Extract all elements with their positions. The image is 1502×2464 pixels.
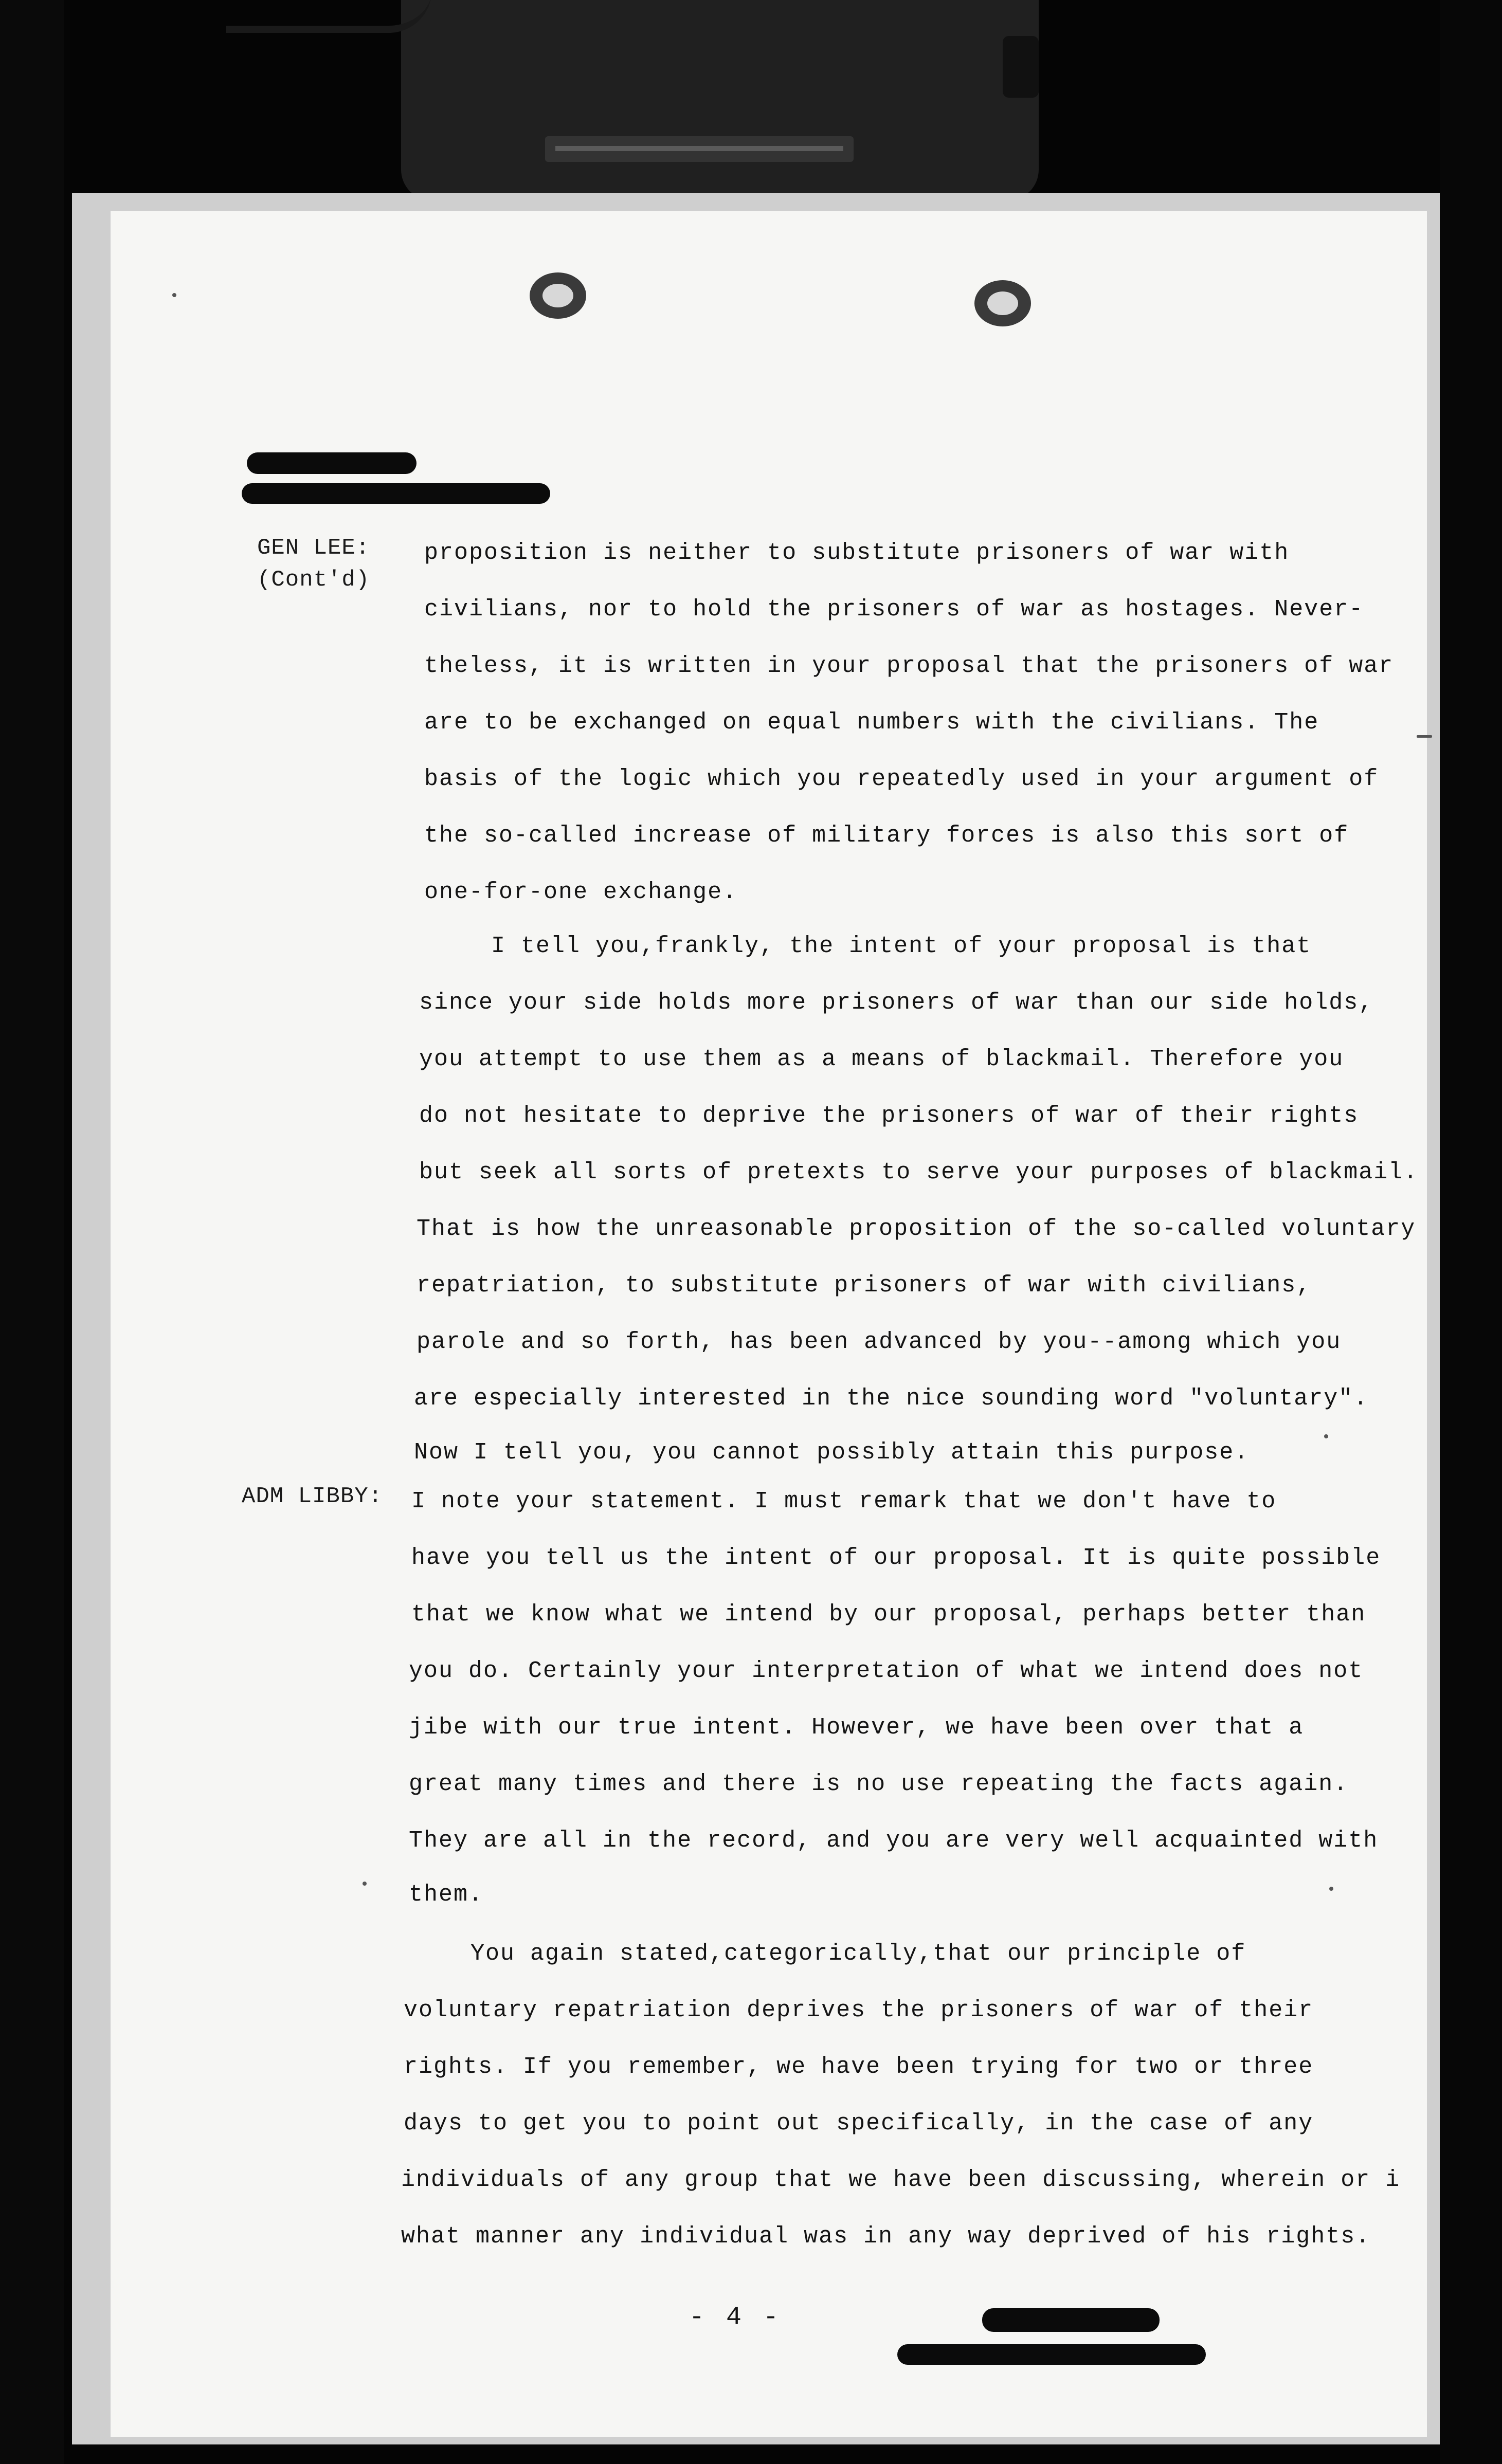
punch-hole-right [974,280,1031,326]
text-line: have you tell us the intent of our proposal. It is quite possible [411,1545,1381,1571]
text-line: They are all in the record, and you are very well acquainted with [409,1828,1379,1854]
text-line: civilians, nor to hold the prisoners of war as hostages. Never- [424,596,1364,623]
scan-border-right [1440,0,1502,2464]
text-line: Now I tell you, you cannot possibly attain this purpose. [414,1439,1250,1466]
text-line: I tell you,frankly, the intent of your proposal is that [491,933,1312,959]
redaction-mark-top [247,452,417,474]
text-line: what manner any individual was in any way deprived of his rights. [401,2223,1371,2250]
speaker-name: GEN LEE: [257,535,370,561]
text-line: since your side holds more prisoners of war than our side holds, [419,990,1374,1016]
text-line: You again stated,categorically,that our principle of [470,1941,1246,1967]
holder-plate-slot [555,146,843,151]
text-line: them. [409,1882,484,1908]
page-number: - 4 - [689,2303,782,2332]
redaction-mark-bottom [982,2308,1160,2332]
text-line: that we know what we intend by our proposal, perhaps better than [411,1601,1366,1628]
text-line: you attempt to use them as a means of blackmail. Therefore you [419,1046,1344,1072]
text-line: voluntary repatriation deprives the prisoners of war of their [404,1997,1314,2023]
holder-strap [226,0,432,33]
text-line: theless, it is written in your proposal that the prisoners of war [424,653,1394,679]
text-line: parole and so forth, has been advanced by you--among which you [417,1329,1342,1355]
punch-hole-left [530,272,586,319]
speaker-label-adm-libby [242,1481,383,1512]
text-line: I note your statement. I must remark that we don't have to [411,1488,1277,1514]
paper-speck [363,1882,367,1886]
document-holder [401,0,1039,200]
text-line: individuals of any group that we have been discussing, wherein or i [401,2167,1401,2193]
text-line: proposition is neither to substitute prisoners of war with [424,540,1290,566]
document-page [111,211,1427,2437]
speaker-name: ADM LIBBY: [242,1484,383,1509]
text-line: the so-called increase of military forces is also this sort of [424,823,1349,849]
paper-speck [1324,1434,1328,1438]
text-line: great many times and there is no use repeating the facts again. [409,1771,1349,1797]
text-line: jibe with our true intent. However, we have been over that a [409,1714,1304,1741]
text-line: but seek all sorts of pretexts to serve your purposes of blackmail. [419,1159,1419,1185]
text-line: are especially interested in the nice sounding word "voluntary". [414,1385,1369,1412]
text-line: do not hesitate to deprive the prisoners of war of their rights [419,1103,1359,1129]
text-line: are to be exchanged on equal numbers with the civilians. The [424,709,1319,736]
text-line: rights. If you remember, we have been trying for two or three [404,2054,1314,2080]
text-line: repatriation, to substitute prisoners of war with civilians, [417,1272,1312,1299]
speaker-continued-note: (Cont'd) [257,567,370,593]
paper-speck [1417,735,1432,738]
text-line: days to get you to point out specifically, in the case of any [404,2110,1314,2137]
paper-speck [172,293,176,297]
text-line: That is how the unreasonable proposition of the so-called voluntary [417,1216,1416,1242]
text-line: you do. Certainly your interpretation of what we intend does not [409,1658,1364,1684]
scan-border-left [0,0,64,2464]
text-line: basis of the logic which you repeatedly used in your argument of [424,766,1379,792]
paper-speck [1329,1887,1333,1891]
speaker-label-gen-lee [257,532,370,596]
holder-knob [1003,36,1039,98]
redaction-mark-bottom-2 [897,2344,1206,2365]
redaction-mark-top-2 [242,483,550,504]
text-line: one-for-one exchange. [424,879,738,905]
